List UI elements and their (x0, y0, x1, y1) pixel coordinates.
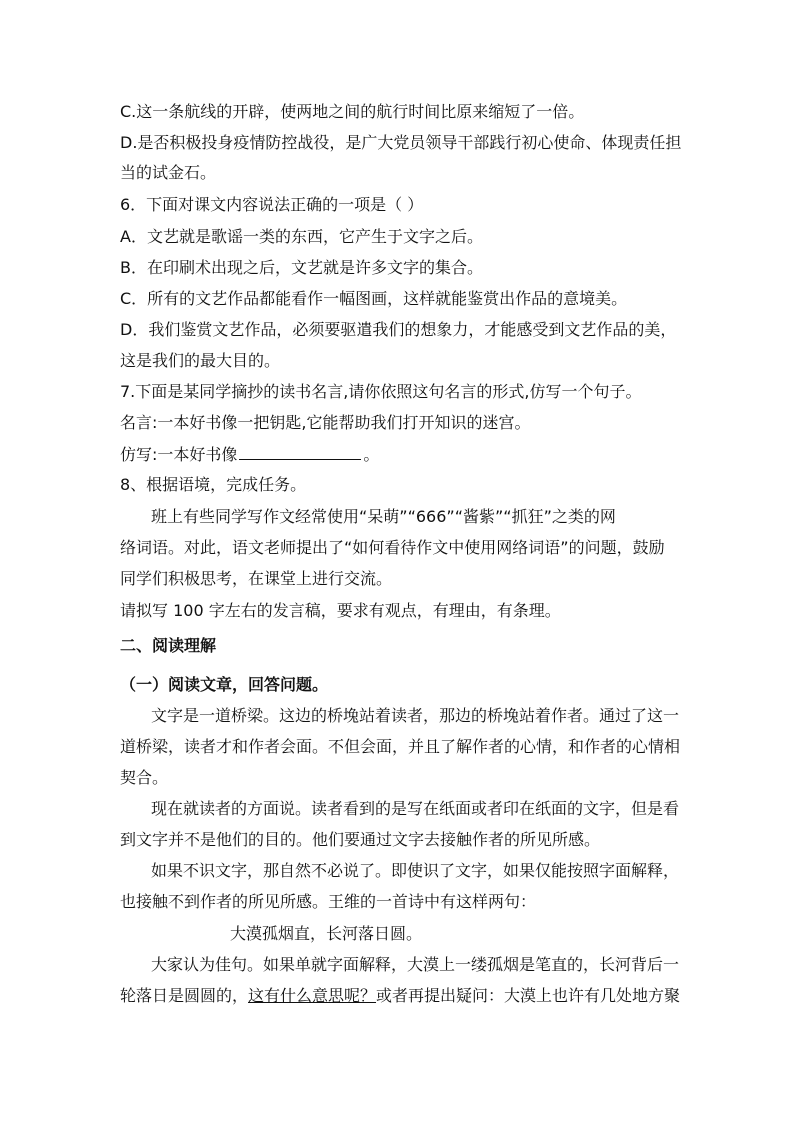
last-line-before: 轮落日是圆圆的， (120, 986, 249, 1005)
quote-line: 名言:一本好书像一把钥匙,它能帮助我们打开知识的迷宫。 (120, 413, 531, 432)
underlined-question: 这有什么意思呢？ (248, 986, 377, 1005)
question-6-option-b: B．在印刷术出现之后，文艺就是许多文字的集合。 (120, 258, 483, 277)
option-c-line: C.这一条航线的开辟，使两地之间的航行时间比原来缩短了一倍。 (120, 102, 585, 121)
option-d-line-continued: 当的试金石。 (120, 163, 217, 182)
poem-quote: 大漠孤烟直，长河落日圆。 (230, 924, 423, 943)
last-line-after: 或者再提出疑问：大漠上也许有几处地方聚 (376, 986, 681, 1005)
article-paragraph-1-line-2: 道桥梁，读者才和作者会面。不但会面，并且了解作者的心情，和作者的心情相 (120, 737, 681, 756)
imitation-suffix: 。 (363, 445, 380, 464)
context-paragraph-line-1: 班上有些同学写作文经常使用“呆萌”“666”“酱紫”“抓狂”之类的网 (151, 507, 616, 526)
question-8: 8、根据语境，完成任务。 (120, 475, 307, 494)
question-6: 6．下面对课文内容说法正确的一项是（ ） (120, 195, 424, 214)
question-6-option-a: A．文艺就是歌谣一类的东西，它产生于文字之后。 (120, 227, 483, 246)
article-paragraph-3-line-2: 也接触不到作者的所见所感。王维的一首诗中有这样两句： (120, 892, 537, 911)
question-6-option-c: C．所有的文艺作品都能看作一幅图画，这样就能鉴赏出作品的意境美。 (120, 289, 628, 308)
article-paragraph-3-line-1: 如果不识文字，那自然不必说了。即使识了文字，如果仅能按照字面解释， (151, 861, 680, 880)
article-paragraph-2-line-2: 到文字并不是他们的目的。他们要通过文字去接触作者的所见所感。 (120, 830, 601, 849)
option-d-line: D.是否积极投身疫情防控战役，是广大党员领导干部践行初心使命、体现责任担 (120, 133, 682, 152)
task-instruction: 请拟写 100 字左右的发言稿，要求有观点，有理由，有条理。 (120, 601, 561, 620)
context-paragraph-line-3: 同学们积极思考，在课堂上进行交流。 (120, 569, 393, 588)
context-paragraph-line-2: 络词语。对此，语文老师提出了“如何看待作文中使用网络词语”的问题，鼓励 (120, 538, 665, 557)
article-paragraph-4-line-2 (120, 985, 680, 1007)
answer-blank[interactable] (239, 443, 361, 460)
article-paragraph-2-line-1: 现在就读者的方面说。读者看到的是写在纸面或者印在纸面的文字，但是看 (151, 799, 680, 818)
reading-subheading: （一）阅读文章，回答问题。 (120, 675, 329, 694)
question-7: 7.下面是某同学摘抄的读书名言,请你依照这句名言的形式,仿写一个句子。 (120, 382, 642, 401)
section-heading-reading: 二、阅读理解 (120, 636, 217, 655)
article-paragraph-1-line-1: 文字是一道桥梁。这边的桥堍站着读者，那边的桥堍站着作者。通过了这一 (151, 706, 680, 725)
question-6-option-d: D．我们鉴赏文艺作品，必须要驱遣我们的想象力，才能感受到文艺作品的美， (120, 320, 677, 339)
article-paragraph-4-line-1: 大家认为佳句。如果单就字面解释，大漠上一缕孤烟是笔直的，长河背后一 (151, 955, 680, 974)
imitation-line (120, 443, 680, 466)
imitation-prefix: 仿写:一本好书像 (120, 445, 238, 464)
article-paragraph-1-line-3: 契合。 (120, 768, 169, 787)
question-6-option-d-continued: 这是我们的最大目的。 (120, 351, 281, 370)
